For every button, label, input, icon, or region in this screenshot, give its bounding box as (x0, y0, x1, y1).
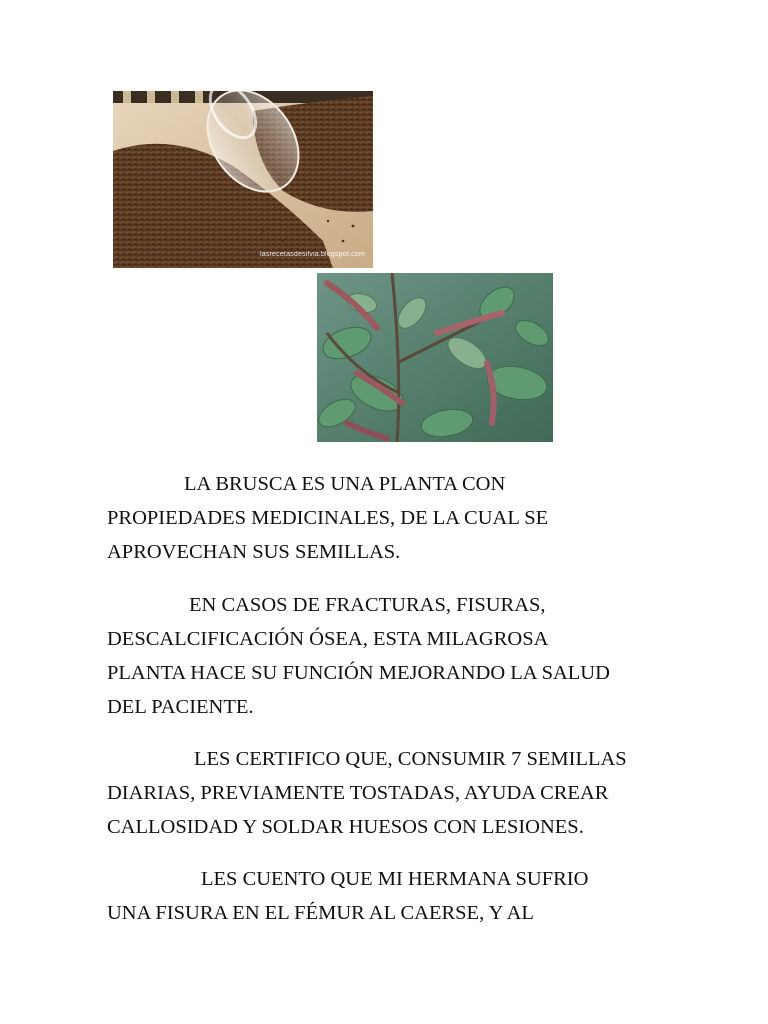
plant-photo-graphic (317, 273, 553, 442)
seeds-photo-graphic (113, 91, 373, 268)
paragraph-3 (107, 742, 687, 844)
paragraph-line: PROPIEDADES MEDICINALES, DE LA CUAL SE (107, 507, 549, 529)
paragraph-line: APROVECHAN SUS SEMILLAS. (107, 541, 401, 563)
paragraph-line: LA BRUSCA ES UNA PLANTA CON (184, 473, 506, 495)
plant-photo (317, 273, 553, 442)
photo-watermark: lasrecetasdesilvia.blogspot.com (259, 251, 365, 258)
paragraph-line: DIARIAS, PREVIAMENTE TOSTADAS, AYUDA CREAR (107, 782, 609, 804)
paragraph-2 (107, 588, 687, 724)
paragraph-line: LES CUENTO QUE MI HERMANA SUFRIO (201, 868, 589, 890)
paragraph-line: PLANTA HACE SU FUNCIÓN MEJORANDO LA SALUD (107, 662, 610, 684)
paragraph-line: DESCALCIFICACIÓN ÓSEA, ESTA MILAGROSA (107, 628, 549, 650)
paragraph-1 (107, 467, 687, 569)
seeds-photo (113, 91, 373, 268)
paragraph-line: DEL PACIENTE. (107, 696, 254, 718)
paragraph-4 (107, 862, 687, 930)
paragraph-line: CALLOSIDAD Y SOLDAR HUESOS CON LESIONES. (107, 816, 584, 838)
paragraph-line: UNA FISURA EN EL FÉMUR AL CAERSE, Y AL (107, 902, 534, 924)
paragraph-line: LES CERTIFICO QUE, CONSUMIR 7 SEMILLAS (194, 748, 627, 770)
paragraph-line: EN CASOS DE FRACTURAS, FISURAS, (189, 594, 546, 616)
